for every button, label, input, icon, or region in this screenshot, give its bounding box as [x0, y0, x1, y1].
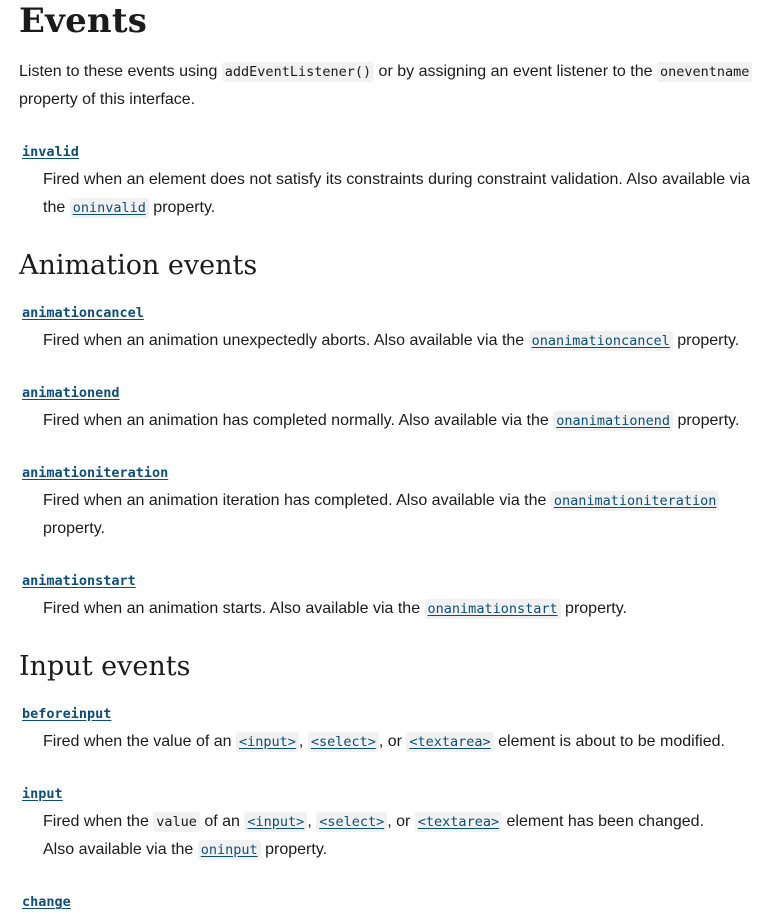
link-select-element[interactable] — [316, 813, 387, 830]
code-textarea-element: <textarea> — [415, 812, 502, 832]
event-desc-input-line-2 — [43, 836, 327, 864]
event-term-animationcancel — [22, 304, 144, 322]
event-link-change[interactable]: change — [22, 894, 71, 910]
desc-text: element has been changed. — [502, 813, 705, 830]
intro-text-1: Listen to these events using — [19, 63, 222, 80]
event-term-invalid — [22, 143, 79, 161]
code-input-element: <input> — [236, 732, 299, 752]
separator: , — [307, 813, 317, 830]
event-link-animationstart[interactable]: animationstart — [22, 573, 136, 589]
section-heading-animation-events: Animation events — [19, 250, 258, 281]
code-onanimationend: onanimationend — [553, 411, 673, 431]
desc-text: Fired when an animation iteration has completed. Also available via the — [43, 492, 551, 509]
desc-text: Fired when an animation unexpectedly aborts. Also available via the — [43, 332, 529, 349]
link-oninput[interactable] — [198, 841, 261, 858]
event-desc-animationiteration-line-2: property. — [43, 520, 105, 537]
page-title: Events — [19, 1, 148, 41]
desc-text: property. — [560, 600, 627, 617]
event-link-invalid[interactable]: invalid — [22, 144, 79, 160]
code-oninvalid: oninvalid — [70, 198, 149, 218]
code-onanimationcancel: onanimationcancel — [529, 331, 673, 351]
desc-text: property. — [673, 412, 740, 429]
event-link-animationiteration[interactable]: animationiteration — [22, 465, 169, 481]
link-onanimationiteration[interactable] — [551, 492, 720, 509]
link-select-element[interactable] — [308, 733, 379, 750]
event-link-input[interactable]: input — [22, 786, 63, 802]
desc-text: of an — [199, 813, 245, 830]
code-value: value — [153, 812, 200, 832]
separator: , — [298, 733, 308, 750]
desc-text: Fired when an animation starts. Also available via the — [43, 600, 425, 617]
event-desc-animationend — [43, 407, 739, 435]
code-addeventlistener: addEventListener() — [222, 62, 374, 82]
event-term-input — [22, 785, 63, 803]
event-term-change — [22, 893, 71, 911]
desc-text: property. — [672, 332, 740, 349]
code-input-element: <input> — [244, 812, 307, 832]
code-textarea-element: <textarea> — [406, 732, 493, 752]
event-link-beforeinput[interactable]: beforeinput — [22, 706, 112, 722]
desc-text: Fired when the — [43, 813, 154, 830]
event-desc-input-line-1 — [43, 808, 704, 836]
code-oneventname: oneventname — [657, 62, 752, 82]
event-link-animationcancel[interactable]: animationcancel — [22, 305, 144, 321]
intro-line-1 — [19, 58, 752, 86]
code-oninput: oninput — [198, 840, 261, 860]
intro-text-2: or by assigning an event listener to the — [374, 63, 657, 80]
code-select-element: <select> — [308, 732, 379, 752]
separator: , or — [378, 733, 407, 750]
code-onanimationiteration: onanimationiteration — [551, 491, 720, 511]
event-desc-invalid-line-2 — [43, 194, 215, 222]
event-desc-animationiteration-line-1 — [43, 487, 719, 515]
desc-text: the — [43, 199, 70, 216]
link-onanimationend[interactable] — [553, 412, 673, 429]
event-term-animationend — [22, 384, 120, 402]
event-term-beforeinput — [22, 705, 111, 723]
event-term-animationiteration — [22, 464, 168, 482]
code-select-element: <select> — [316, 812, 387, 832]
desc-text: element is about to be modified. — [493, 733, 725, 750]
link-onanimationcancel[interactable] — [529, 332, 673, 349]
desc-text: Also available via the — [43, 841, 198, 858]
code-onanimationstart: onanimationstart — [425, 599, 561, 619]
section-heading-input-events: Input events — [19, 651, 191, 682]
intro-line-2: property of this interface. — [19, 91, 196, 108]
desc-text: property. — [260, 841, 328, 858]
event-desc-animationcancel — [43, 327, 739, 355]
separator: , or — [387, 813, 415, 830]
link-onanimationstart[interactable] — [425, 600, 561, 617]
desc-text: property. — [148, 199, 216, 216]
link-textarea-element[interactable] — [415, 813, 502, 830]
link-input-element[interactable] — [236, 733, 299, 750]
event-desc-beforeinput — [43, 728, 725, 756]
link-textarea-element[interactable] — [406, 733, 493, 750]
link-oninvalid[interactable] — [70, 199, 149, 216]
event-link-animationend[interactable]: animationend — [22, 385, 120, 401]
link-input-element[interactable] — [244, 813, 307, 830]
event-desc-animationstart — [43, 595, 627, 623]
desc-text: Fired when the value of an — [43, 733, 237, 750]
event-term-animationstart — [22, 572, 136, 590]
desc-text: Fired when an animation has completed normally. Also available via the — [43, 412, 554, 429]
event-desc-invalid-line-1: Fired when an element does not satisfy its constraints during constraint validation. Also available via — [43, 171, 751, 188]
